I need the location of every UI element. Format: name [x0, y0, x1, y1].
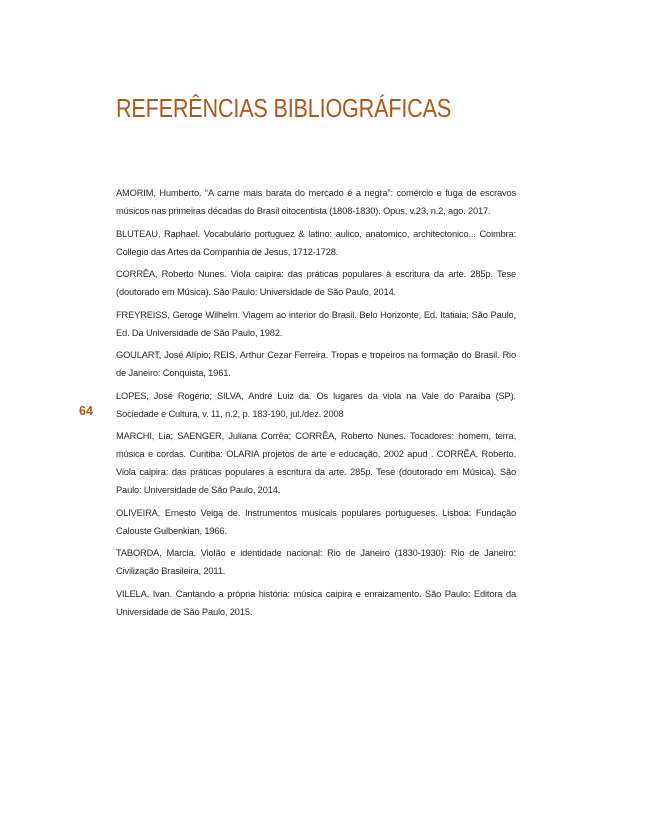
reference-entry: LOPES, José Rogério; SILVA, André Luiz da. Os lugares da viola na Vale do Paraíba (SP). Sociedade e Cultura, v. 11, n.2, p. 183-190, jul./dez. 2008	[116, 390, 516, 419]
reference-entry: VILELA, Ivan. Cantando a própria história: música caipira e enraizamento. São Paulo: Editora da Universidade de São Paulo, 2015.	[116, 588, 516, 617]
reference-list	[116, 184, 516, 625]
page-title: REFERÊNCIAS BIBLIOGRÁFICAS	[116, 93, 452, 123]
reference-entry: CORRÊA, Roberto Nunes. Viola caipira: das práticas populares à escritura da arte. 285p. Tese (doutorado em Música). São Paulo: Universidade de São Paulo, 2014.	[116, 269, 516, 297]
reference-entry: TABORDA, Marcia. Violão e identidade nacional: Rio de Janeiro (1830-1930): Rio de Janeiro: Civilização Brasileira, 2011.	[116, 548, 516, 576]
reference-entry: AMORIM, Humberto. “A carne mais barata do mercado é a negra”: comércio e fuga de escravos músicos nas primeiras décadas do Brasil oitocentista (1808-1830). Opus, v.23, n.2, ago. 2017.	[116, 188, 516, 216]
reference-entry: GOULART, José Alípio; REIS, Arthur Cezar Ferreira. Tropas e tropeiros na formação do Brasil. Rio de Janeiro: Conquista, 1961.	[116, 350, 516, 378]
reference-entry: MARCHI, Lia; SAENGER, Juliana Corrêa; CORRÊA, Roberto Nunes. Tocadores: homem, terra, música e cordas. Curitiba: OLARIA projetos de arte e educação, 2002 apud . CORRÊA, Roberto. Viola caipira: das práticas populares à escritura da arte. 285p. Tese (doutorado em Música). São Paulo: Universidade de São Paulo, 2014.	[116, 431, 516, 495]
reference-entry: BLUTEAU, Raphael. Vocabulário portuguez & latino: aulico, anatomico, architectonico... Coimbra: Collegio das Artes da Companhia de Jesus, 1712-1728.	[116, 228, 516, 257]
reference-entry: FREYREISS, Geroge Wilhelm. Viagem ao interior do Brasil. Belo Horizonte, Ed. Itatiaia; São Paulo, Ed. Da Universidade de São Paulo, 1982.	[116, 309, 516, 338]
page-number: 64	[79, 404, 93, 418]
reference-entry: OLIVEIRA, Ernesto Veiga de. Instrumentos musicais populares portugueses. Lisboa: Fundação Calouste Gulbenkian, 1966.	[116, 507, 516, 536]
